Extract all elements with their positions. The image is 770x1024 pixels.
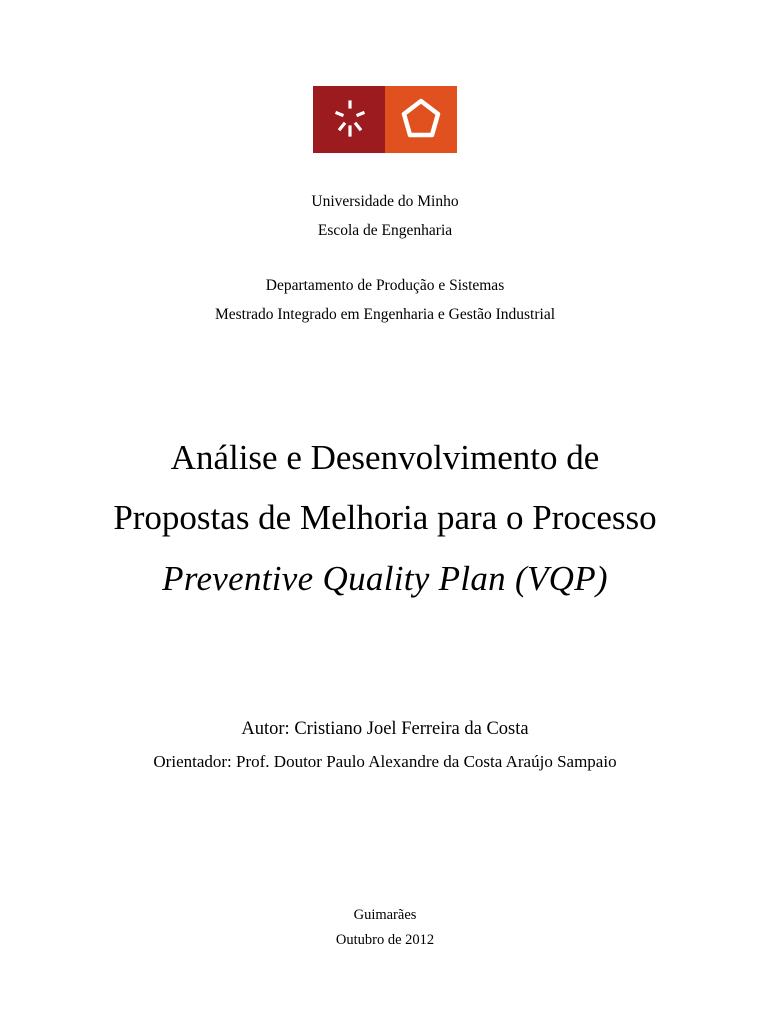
university-name: Universidade do Minho bbox=[311, 193, 459, 210]
advisor-line: Orientador: Prof. Doutor Paulo Alexandre da Costa Araújo Sampaio bbox=[153, 752, 617, 771]
author-line: Autor: Cristiano Joel Ferreira da Costa bbox=[241, 719, 529, 739]
program-name: Mestrado Integrado em Engenharia e Gestão Industrial bbox=[214, 306, 556, 323]
date-line: Outubro de 2012 bbox=[335, 932, 435, 948]
university-logo bbox=[313, 86, 457, 153]
title-line-2: Propostas de Melhoria para o Processo bbox=[113, 498, 657, 537]
pentagon-icon bbox=[385, 86, 457, 153]
university-star-icon bbox=[313, 86, 385, 153]
department-name: Departamento de Produção e Sistemas bbox=[265, 277, 505, 294]
school-name: Escola de Engenharia bbox=[317, 222, 453, 239]
place-line: Guimarães bbox=[353, 907, 417, 923]
title-line-3: Preventive Quality Plan (VQP) bbox=[162, 559, 608, 598]
title-line-1: Análise e Desenvolvimento de bbox=[170, 438, 600, 477]
